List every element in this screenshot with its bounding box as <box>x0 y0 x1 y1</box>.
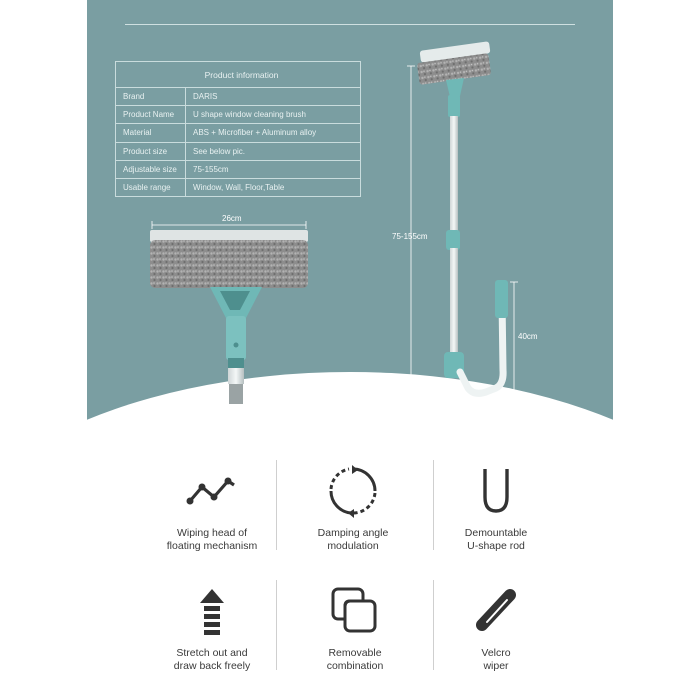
velcro-strip-icon <box>468 583 524 639</box>
u-height-dimension <box>510 282 518 396</box>
spec-value: 75-155cm <box>186 160 361 178</box>
feature-line: Damping angle <box>317 527 389 539</box>
rotate-arrows-icon <box>325 463 381 519</box>
spec-key: Product Name <box>116 106 186 124</box>
feature-line: modulation <box>327 540 379 552</box>
spec-value: Window, Wall, Floor,Table <box>186 178 361 196</box>
feature-u-rod <box>421 463 571 553</box>
feature-removable <box>280 583 430 673</box>
spec-key: Product size <box>116 142 186 160</box>
up-arrow-icon <box>184 583 240 639</box>
total-length-dimension <box>407 66 415 386</box>
feature-line: Stretch out and <box>176 647 248 659</box>
feature-line: draw back freely <box>173 660 251 672</box>
feature-line: floating mechanism <box>166 540 258 552</box>
u-width-dimension <box>458 396 504 404</box>
u-shape-icon <box>468 463 524 519</box>
total-length-label: 75-155cm <box>392 232 428 241</box>
feature-grid <box>0 445 700 685</box>
feature-line: combination <box>326 660 384 672</box>
feature-line: U-shape rod <box>467 540 525 552</box>
spec-value: DARIS <box>186 88 361 106</box>
full-tool-illustration <box>417 41 508 393</box>
wiper-head-closeup <box>150 230 308 404</box>
feature-line: Wiping head of <box>176 527 248 539</box>
feature-line: wiper <box>483 660 509 672</box>
zigzag-line-icon <box>184 463 240 519</box>
spec-key: Material <box>116 124 186 142</box>
spec-value: U shape window cleaning brush <box>186 106 361 124</box>
feature-line: Removable <box>328 647 382 659</box>
spec-value: ABS + Microfiber + Aluminum alloy <box>186 124 361 142</box>
head-width-label: 26cm <box>222 214 242 223</box>
feature-floating-head <box>137 463 287 553</box>
spec-value: See below pic. <box>186 142 361 160</box>
feature-stretch <box>137 583 287 673</box>
feature-line: Velcro <box>481 647 511 659</box>
spec-key: Usable range <box>116 178 186 196</box>
spec-key: Adjustable size <box>116 160 186 178</box>
overlapping-squares-icon <box>327 583 383 639</box>
u-width-label: 30cm <box>469 404 489 413</box>
spec-table-title: Product information <box>116 62 361 88</box>
feature-velcro <box>421 583 571 673</box>
u-height-label: 40cm <box>518 332 538 341</box>
feature-line: Demountable <box>464 527 528 539</box>
spec-key: Brand <box>116 88 186 106</box>
feature-damping-angle <box>278 463 428 553</box>
